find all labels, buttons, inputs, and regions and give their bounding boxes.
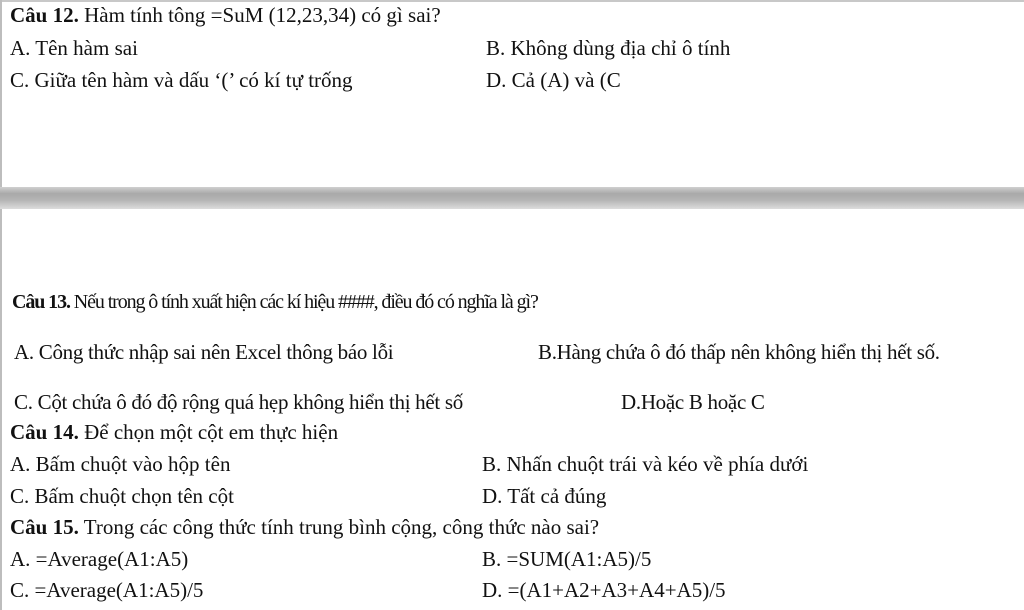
left-border	[0, 208, 2, 610]
question-14-label: Câu 14.	[10, 420, 79, 444]
q15-option-a: A. =Average(A1:A5)	[10, 547, 189, 571]
question-13	[12, 290, 538, 314]
question-14-text: Để chọn một cột em thực hiện	[78, 420, 339, 444]
top-border	[0, 0, 1024, 2]
q14-option-a: A. Bấm chuột vào hộp tên	[10, 452, 231, 476]
q14-option-b: B. Nhấn chuột trái và kéo về phía dưới	[482, 452, 809, 476]
q12-option-d: D. Cả (A) và (C	[486, 68, 621, 92]
q13-option-a: A. Công thức nhập sai nên Excel thông báo lỗi	[14, 340, 394, 364]
question-15	[10, 515, 599, 539]
question-12-text: Hàm tính tông =SuM (12,23,34) có gì sai?	[78, 3, 441, 27]
question-15-text: Trong các công thức tính trung bình cộng, công thức nào sai?	[78, 515, 600, 539]
question-12-label: Câu 12.	[10, 3, 79, 27]
q13-option-d: D.Hoặc B hoặc C	[621, 390, 765, 414]
q12-option-c: C. Giữa tên hàm và dấu ‘(’ có kí tự trống	[10, 68, 353, 92]
q12-option-b: B. Không dùng địa chỉ ô tính	[486, 36, 731, 60]
q15-option-d: D. =(A1+A2+A3+A4+A5)/5	[482, 578, 726, 602]
q13-option-b: B.Hàng chứa ô đó thấp nên không hiển thị hết số.	[538, 340, 940, 364]
question-13-label: Câu 13.	[12, 291, 70, 313]
q14-option-d: D. Tất cả đúng	[482, 484, 607, 508]
image-separator-band	[0, 187, 1024, 209]
question-15-label: Câu 15.	[10, 515, 79, 539]
q12-option-a: A. Tên hàm sai	[10, 36, 138, 60]
left-border	[0, 0, 2, 190]
question-14	[10, 420, 338, 444]
question-12	[10, 3, 441, 27]
q13-option-c: C. Cột chứa ô đó độ rộng quá hẹp không hiển thị hết số	[14, 390, 463, 414]
question-13-text: Nếu trong ô tính xuất hiện các kí hiệu ####, điều đó có nghĩa là gì?	[69, 291, 538, 313]
q15-option-b: B. =SUM(A1:A5)/5	[482, 547, 652, 571]
q15-option-c: C. =Average(A1:A5)/5	[10, 578, 204, 602]
q14-option-c: C. Bấm chuột chọn tên cột	[10, 484, 234, 508]
